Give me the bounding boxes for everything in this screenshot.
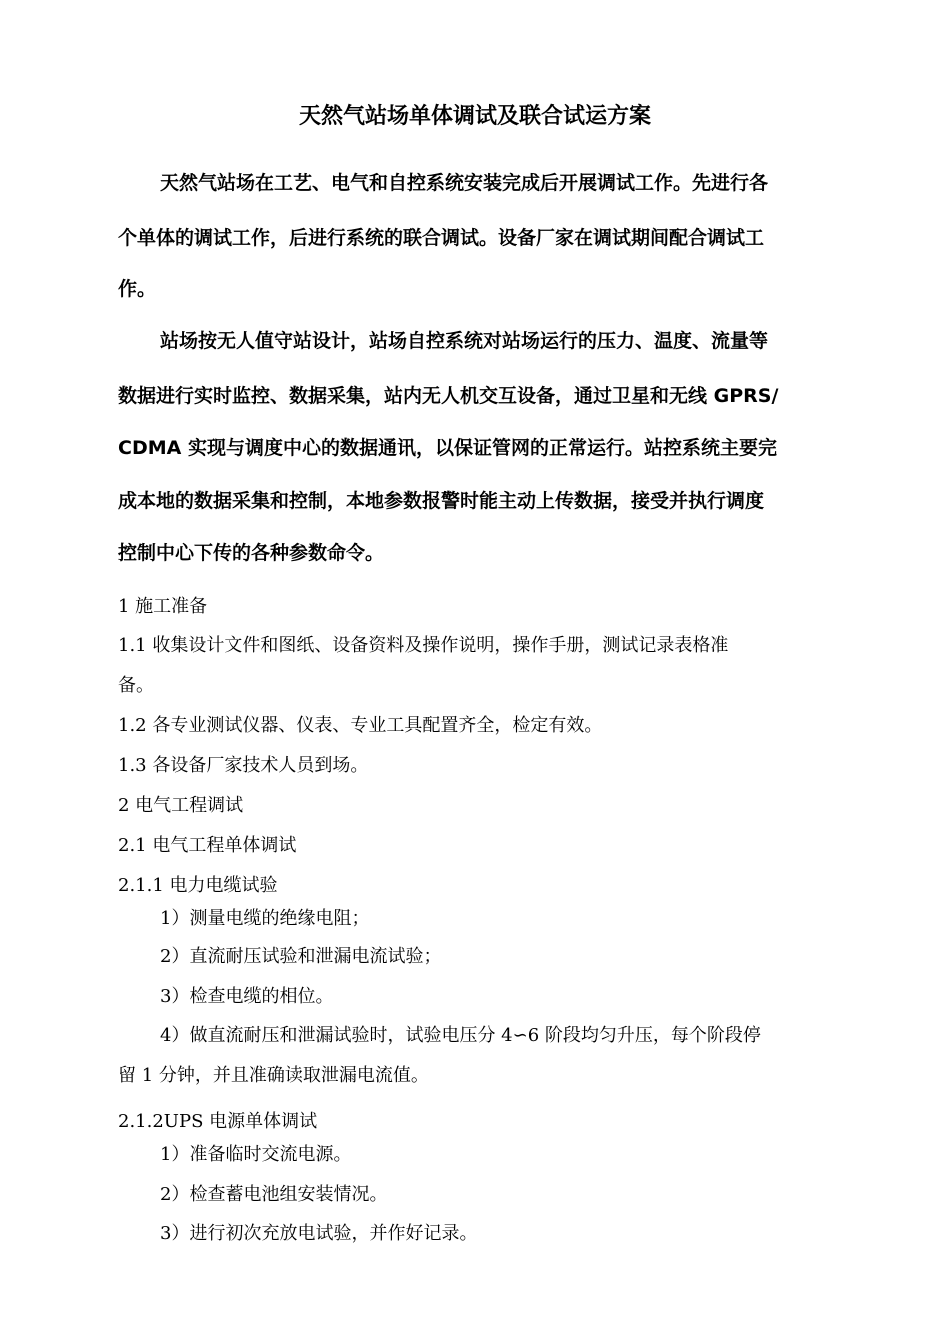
intro-paragraph-1-line-1: 天然气站场在工艺、电气和自控系统安装完成后开展调试工作。先进行各 xyxy=(160,172,769,194)
step-2-1-2-1: 1）准备临时交流电源。 xyxy=(160,1144,352,1165)
step-2-1-1-2: 2）直流耐压试验和泄漏电流试验； xyxy=(160,946,442,967)
step-2-1-1-1: 1）测量电缆的绝缘电阻； xyxy=(160,908,370,929)
step-2-1-1-4-continuation: 留 1 分钟，并且准确读取泄漏电流值。 xyxy=(118,1065,429,1086)
intro-paragraph-2-line-2: 数据进行实时监控、数据采集，站内无人机交互设备，通过卫星和无线 GPRS/ xyxy=(118,385,779,407)
intro-paragraph-2-line-3: CDMA 实现与调度中心的数据通讯，以保证管网的正常运行。站控系统主要完 xyxy=(118,437,777,459)
document-title: 天然气站场单体调试及联合试运方案 xyxy=(298,103,651,129)
step-2-1-2-3: 3）进行初次充放电试验，并作好记录。 xyxy=(160,1223,478,1244)
step-2-1-2-2: 2）检查蓄电池组安装情况。 xyxy=(160,1184,388,1205)
section-1-heading: 1 施工准备 xyxy=(118,596,208,617)
item-1-1-line-1: 1.1 收集设计文件和图纸、设备资料及操作说明，操作手册，测试记录表格准 xyxy=(118,635,729,656)
step-2-1-1-3: 3）检查电缆的相位。 xyxy=(160,986,334,1007)
sub-2-1-2-heading: 2.1.2UPS 电源单体调试 xyxy=(118,1111,318,1132)
intro-paragraph-2-line-5: 控制中心下传的各种参数命令。 xyxy=(118,542,385,564)
sub-2-1-1-heading: 2.1.1 电力电缆试验 xyxy=(118,875,278,896)
intro-paragraph-1-line-3: 作。 xyxy=(118,278,157,300)
step-2-1-1-4: 4）做直流耐压和泄漏试验时，试验电压分 4∽6 阶段均匀升压，每个阶段停 xyxy=(160,1025,761,1046)
item-1-2: 1.2 各专业测试仪器、仪表、专业工具配置齐全，检定有效。 xyxy=(118,715,603,736)
item-1-3: 1.3 各设备厂家技术人员到场。 xyxy=(118,755,369,776)
intro-paragraph-1-line-2: 个单体的调试工作，后进行系统的联合调试。设备厂家在调试期间配合调试工 xyxy=(118,227,765,249)
intro-paragraph-2-line-1: 站场按无人值守站设计，站场自控系统对站场运行的压力、温度、流量等 xyxy=(160,330,769,352)
intro-paragraph-2-line-4: 成本地的数据采集和控制，本地参数报警时能主动上传数据，接受并执行调度 xyxy=(118,490,765,512)
sub-2-1-heading: 2.1 电气工程单体调试 xyxy=(118,835,297,856)
section-2-heading: 2 电气工程调试 xyxy=(118,795,244,816)
item-1-1-line-2: 备。 xyxy=(118,675,154,696)
